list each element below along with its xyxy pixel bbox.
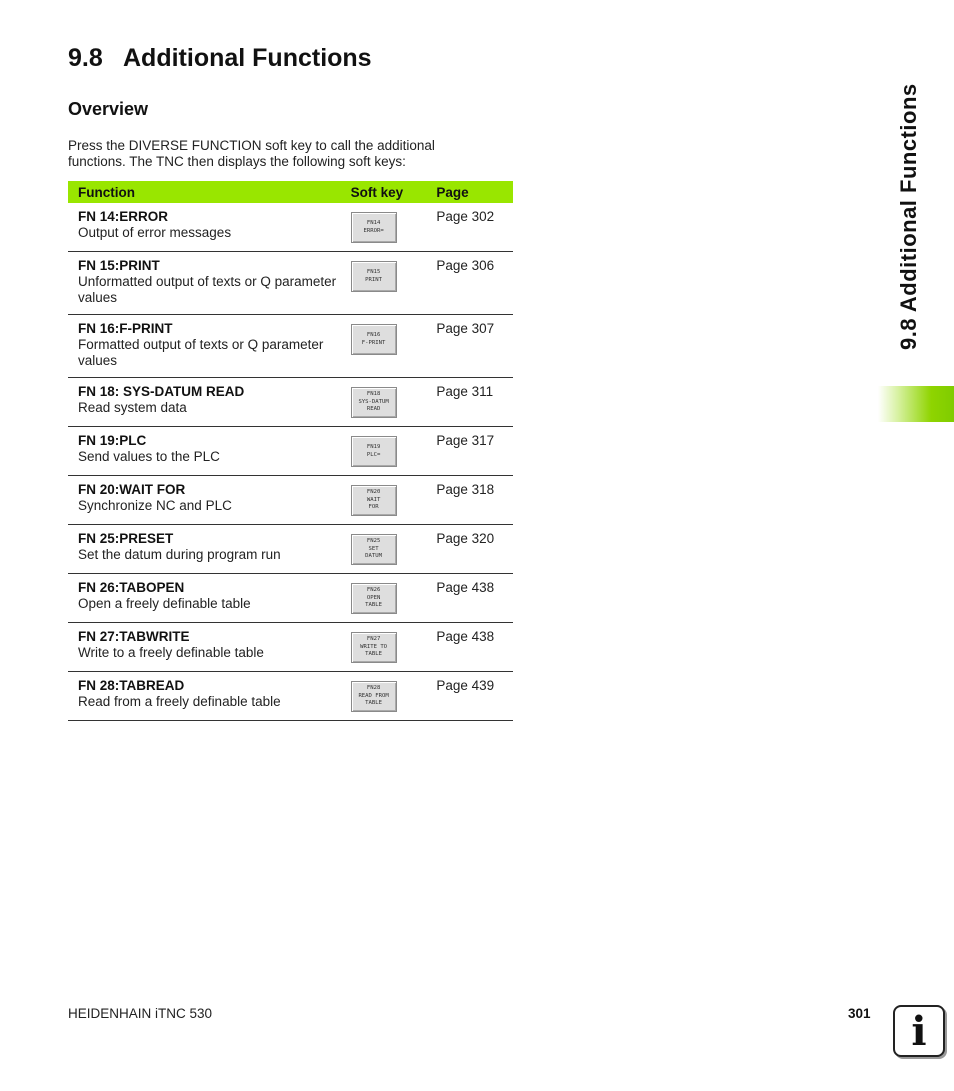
table-row	[68, 525, 513, 574]
intro-paragraph: Press the DIVERSE FUNCTION soft key to call the additional functions. The TNC then displays the following soft keys:	[68, 138, 435, 169]
function-name: FN 19:PLC	[78, 433, 147, 448]
table-row	[68, 252, 513, 315]
header-softkey: Soft key	[351, 181, 437, 203]
function-description: Send values to the PLC	[78, 449, 220, 464]
table-row	[68, 672, 513, 721]
function-description: Read from a freely definable table	[78, 694, 281, 709]
table-body	[68, 203, 513, 721]
function-name: FN 18: SYS-DATUM READ	[78, 384, 245, 399]
footer-product: HEIDENHAIN iTNC 530	[68, 1006, 213, 1021]
function-name: FN 16:F-PRINT	[78, 321, 173, 336]
info-icon: i	[893, 1005, 945, 1057]
function-description: Synchronize NC and PLC	[78, 498, 232, 513]
softkey-cell	[351, 427, 437, 476]
softkey-button[interactable]: FN16 F-PRINT	[351, 324, 397, 355]
page-reference: Page 306	[436, 252, 513, 315]
function-name: FN 27:TABWRITE	[78, 629, 190, 644]
function-description: Open a freely definable table	[78, 596, 251, 611]
function-name: FN 25:PRESET	[78, 531, 174, 546]
table-row	[68, 315, 513, 378]
page-reference: Page 438	[436, 574, 513, 623]
page-reference: Page 439	[436, 672, 513, 721]
softkey-cell	[351, 476, 437, 525]
function-cell	[68, 203, 351, 252]
function-description: Formatted output of texts or Q parameter values	[78, 337, 324, 368]
table-row	[68, 623, 513, 672]
function-cell	[68, 252, 351, 315]
section-title: Additional Functions	[123, 44, 372, 72]
softkey-button[interactable]: FN27 WRITE TO TABLE	[351, 632, 397, 663]
chapter-tab	[878, 386, 954, 422]
softkey-button[interactable]: FN25 SET DATUM	[351, 534, 397, 565]
function-cell	[68, 476, 351, 525]
function-cell	[68, 672, 351, 721]
page-title	[68, 44, 372, 73]
table-row	[68, 378, 513, 427]
function-cell	[68, 525, 351, 574]
function-cell	[68, 378, 351, 427]
softkey-button[interactable]: FN19 PLC=	[351, 436, 397, 467]
functions-table	[68, 181, 513, 721]
function-name: FN 15:PRINT	[78, 258, 160, 273]
page-reference: Page 307	[436, 315, 513, 378]
function-name: FN 26:TABOPEN	[78, 580, 185, 595]
softkey-cell	[351, 203, 437, 252]
softkey-button[interactable]: FN18 SYS-DATUM READ	[351, 387, 397, 418]
function-cell	[68, 623, 351, 672]
softkey-button[interactable]: FN15 PRINT	[351, 261, 397, 292]
function-cell	[68, 574, 351, 623]
table-row	[68, 203, 513, 252]
table-row	[68, 476, 513, 525]
softkey-cell	[351, 378, 437, 427]
softkey-button[interactable]: FN28 READ FROM TABLE	[351, 681, 397, 712]
page-reference: Page 302	[436, 203, 513, 252]
page-reference: Page 318	[436, 476, 513, 525]
softkey-cell	[351, 525, 437, 574]
softkey-cell	[351, 315, 437, 378]
function-description: Unformatted output of texts or Q parameter values	[78, 274, 337, 305]
header-page: Page	[436, 181, 513, 203]
function-description: Set the datum during program run	[78, 547, 281, 562]
subheading: Overview	[68, 99, 149, 119]
softkey-button[interactable]: FN26 OPEN TABLE	[351, 583, 397, 614]
function-description: Output of error messages	[78, 225, 232, 240]
page-reference: Page 317	[436, 427, 513, 476]
function-name: FN 28:TABREAD	[78, 678, 185, 693]
function-description: Read system data	[78, 400, 187, 415]
softkey-cell	[351, 672, 437, 721]
page-reference: Page 320	[436, 525, 513, 574]
page-number: 301	[848, 1006, 871, 1021]
softkey-cell	[351, 623, 437, 672]
page-reference: Page 438	[436, 623, 513, 672]
function-name: FN 14:ERROR	[78, 209, 169, 224]
function-name: FN 20:WAIT FOR	[78, 482, 186, 497]
side-chapter-title: 9.8 Additional Functions	[896, 83, 921, 350]
softkey-cell	[351, 574, 437, 623]
softkey-button[interactable]: FN20 WAIT FOR	[351, 485, 397, 516]
table-row	[68, 427, 513, 476]
function-cell	[68, 427, 351, 476]
function-description: Write to a freely definable table	[78, 645, 264, 660]
table-header-row	[68, 181, 513, 203]
table-row	[68, 574, 513, 623]
section-number: 9.8	[68, 44, 103, 72]
function-cell	[68, 315, 351, 378]
header-function: Function	[68, 181, 351, 203]
softkey-button[interactable]: FN14 ERROR=	[351, 212, 397, 243]
page-reference: Page 311	[436, 378, 513, 427]
softkey-cell	[351, 252, 437, 315]
